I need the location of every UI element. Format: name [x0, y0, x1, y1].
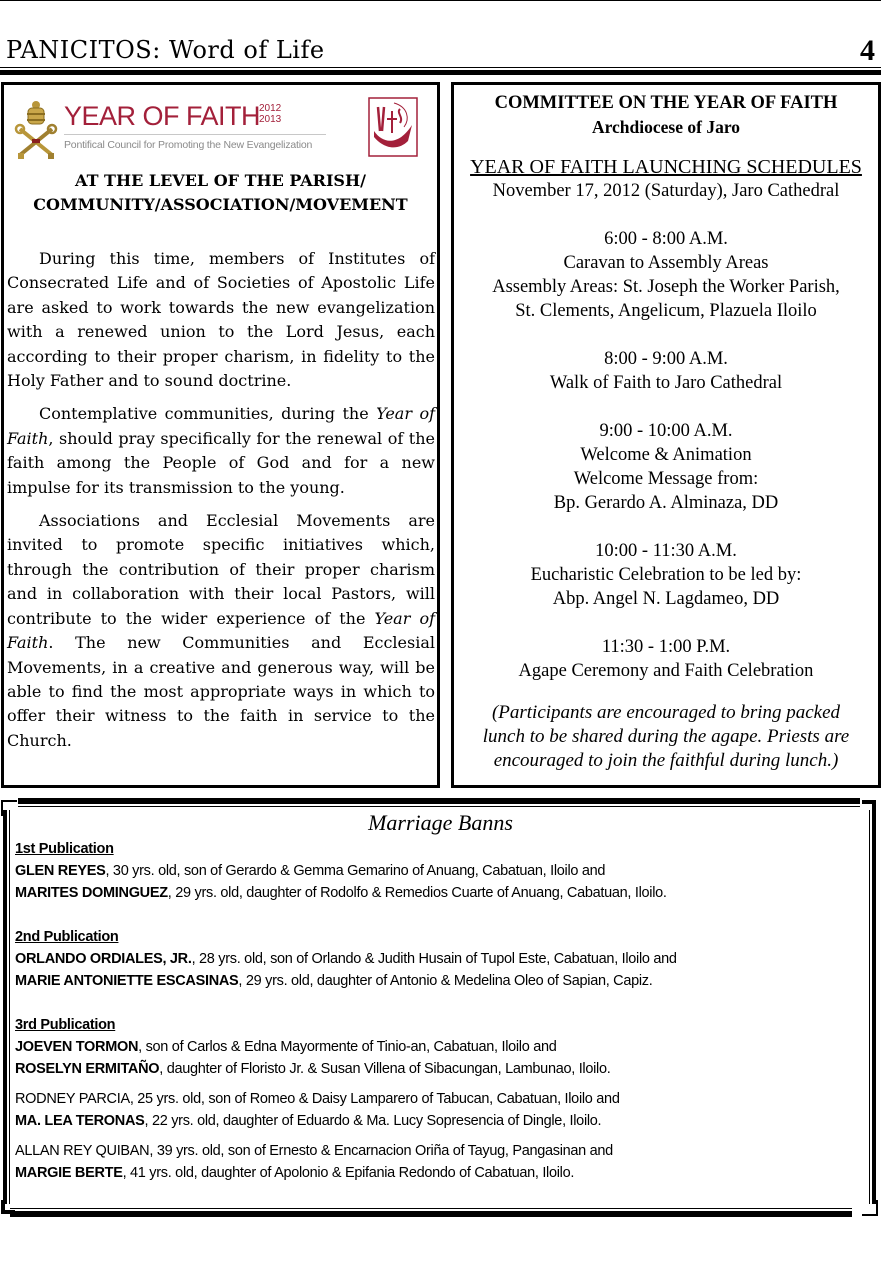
groom-line	[15, 1088, 865, 1110]
publication-group	[15, 926, 865, 992]
publication-group	[15, 1014, 865, 1184]
frame-right-thin	[869, 810, 870, 1204]
top-page-rule	[0, 0, 881, 1]
groom-name: ORLANDO ORDIALES, JR.	[15, 951, 192, 967]
publication-heading: 1st Publication	[15, 841, 114, 857]
bride-details: , daughter of Floristo Jr. & Susan Villena of Sibacungan, Lambunao, Iloilo.	[159, 1061, 611, 1077]
frame-top-thick	[18, 798, 860, 804]
bride-name: ROSELYN ERMITAÑO	[15, 1061, 160, 1077]
participants-note	[454, 701, 878, 773]
committee-title: COMMITTEE ON THE YEAR OF FAITH	[494, 93, 838, 113]
bride-name: MARITES DOMINGUEZ	[15, 885, 168, 901]
schedule-time: 9:00 - 10:00 A.M.	[599, 421, 733, 441]
groom-details: , 39 yrs. old, son of Ernesto & Encarnacion Oriña of Tayug, Pangasinan and	[149, 1143, 613, 1159]
bride-details: , 29 yrs. old, daughter of Rodolfo & Remedios Cuarte of Anuang, Cabatuan, Iloilo.	[167, 885, 667, 901]
archdiocese-subtitle: Archdiocese of Jaro	[591, 117, 741, 137]
frame-top-thin	[18, 806, 860, 807]
bride-name: MARGIE BERTE	[15, 1165, 123, 1181]
frame-corner	[1, 1200, 15, 1214]
bride-line	[15, 882, 865, 904]
paragraph-consecrated-life: During this time, members of Institutes of Consecrated Life and of Societies of Apostolic Life are asked to work towards the new evangelization with a renewed union to the Lord Jesus, each according to their proper charism, in fidelity to the Holy Father and to sound doctrine.	[7, 249, 435, 391]
schedule-time: 8:00 - 9:00 A.M.	[604, 349, 728, 369]
year-of-faith-title: YEAR OF FAITH	[64, 101, 261, 131]
publication-heading: 3rd Publication	[15, 1017, 116, 1033]
paragraph-contemplative	[7, 402, 435, 500]
groom-name: GLEN REYES	[15, 863, 106, 879]
frame-right-thick	[872, 810, 876, 1204]
bride-line	[15, 1110, 865, 1132]
couple-entry	[15, 1088, 865, 1132]
bride-name: MARIE ANTONIETTE ESCASINAS	[15, 973, 239, 989]
groom-details: , son of Carlos & Edna Mayormente of Tinio-an, Cabatuan, Iloilo and	[138, 1039, 557, 1055]
marriage-banns-section	[0, 796, 881, 1220]
schedule-line: Abp. Angel N. Lagdameo, DD	[552, 589, 780, 609]
schedule-time: 10:00 - 11:30 A.M.	[595, 541, 737, 561]
schedule-line: Eucharistic Celebration to be led by:	[530, 565, 802, 585]
groom-details: , 25 yrs. old, son of Romeo & Daisy Lamparero of Tabucan, Cabatuan, Iloilo and	[129, 1091, 620, 1107]
papal-emblem-icon	[14, 99, 58, 161]
schedule-time: 11:30 - 1:00 P.M.	[601, 637, 731, 657]
header-rule-thin	[0, 67, 881, 68]
schedule-time: 6:00 - 8:00 A.M.	[604, 229, 728, 249]
note-line: lunch to be shared during the agape. Priests are	[482, 726, 850, 747]
schedule-line: St. Clements, Angelicum, Plazuela Iloilo	[515, 301, 817, 321]
new-evangelization-logo-icon	[368, 97, 418, 157]
page-number: 4	[860, 34, 875, 67]
page-header	[0, 34, 881, 70]
schedule-block	[454, 539, 878, 611]
schedule-heading: YEAR OF FAITH LAUNCHING SCHEDULES	[470, 156, 862, 178]
schedule-block	[454, 635, 878, 683]
article-heading	[4, 169, 437, 217]
year-of-faith-banner	[12, 93, 432, 163]
frame-corner	[862, 1200, 878, 1216]
groom-name: RODNEY PARCIA	[15, 1091, 130, 1107]
bride-details: , 29 yrs. old, daughter of Antonio & Medelina Oleo of Sapian, Capiz.	[238, 973, 653, 989]
groom-line	[15, 1036, 865, 1058]
groom-details: , 28 yrs. old, son of Orlando & Judith Husain of Tupol Este, Cabatuan, Iloilo and	[191, 951, 677, 967]
publication-heading: 2nd Publication	[15, 929, 119, 945]
year-end: 2013	[259, 114, 282, 125]
couple-entry	[15, 1140, 865, 1184]
schedule-content	[454, 91, 878, 773]
header-rule-thick	[0, 70, 881, 75]
article-body	[7, 247, 435, 762]
groom-line	[15, 1140, 865, 1162]
text: Associations and Ecclesial Movements are invited to promote specific initiatives which, through the contribution of their proper charism and in collaboration with their local Pastors, will contribute to the wider experience of the	[7, 511, 435, 628]
couple-entry	[15, 1036, 865, 1080]
schedule-block	[454, 227, 878, 323]
bride-details: , 22 yrs. old, daughter of Eduardo & Ma. Lucy Sopresencia of Dingle, Iloilo.	[144, 1113, 602, 1129]
publication-group	[15, 838, 865, 904]
schedule-block	[454, 347, 878, 395]
schedule-line: Agape Ceremony and Faith Celebration	[518, 661, 814, 681]
couple-entry	[15, 948, 865, 992]
text: , should pray specifically for the renewal of the faith among the People of God and for a new impulse for its transmission to the young.	[7, 428, 435, 497]
frame-left-thick	[3, 810, 7, 1204]
schedule-block	[454, 419, 878, 515]
event-date: November 17, 2012 (Saturday), Jaro Cathedral	[492, 181, 840, 201]
heading-line-1: AT THE LEVEL OF THE PARISH/	[75, 171, 366, 190]
frame-bottom-thin	[10, 1208, 852, 1209]
year-start: 2012	[259, 103, 282, 114]
banns-body	[15, 838, 865, 1184]
bride-line	[15, 970, 865, 992]
heading-line-2: COMMUNITY/ASSOCIATION/MOVEMENT	[33, 195, 408, 214]
paragraph-associations	[7, 509, 435, 753]
couple-entry	[15, 860, 865, 904]
parish-level-article	[1, 82, 440, 788]
bride-line	[15, 1058, 865, 1080]
text: Contemplative communities, during the	[39, 404, 377, 424]
schedule-line: Welcome & Animation	[580, 445, 752, 465]
groom-name: ALLAN REY QUIBAN	[15, 1143, 150, 1159]
newsletter-title: PANICITOS: Word of Life	[6, 36, 325, 64]
groom-details: , 30 yrs. old, son of Gerardo & Gemma Gemarino of Anuang, Cabatuan, Iloilo and	[105, 863, 606, 879]
emphasis-year-of-faith: Year of Faith	[7, 608, 436, 653]
note-line: (Participants are encouraged to bring packed	[491, 702, 841, 723]
frame-bottom-thick	[10, 1211, 852, 1217]
groom-line	[15, 948, 865, 970]
bride-line	[15, 1162, 865, 1184]
text: . The new Communities and Ecclesial Movements, in a creative and generous way, will be able to find the most appropriate ways in which to offer their witness to the faith in service to the Church.	[7, 633, 435, 750]
pontifical-council-subtitle: Pontifical Council for Promoting the New Evangelization	[64, 139, 313, 151]
schedule-line: Welcome Message from:	[573, 469, 759, 489]
launching-schedule-box	[451, 82, 881, 788]
schedule-line: Caravan to Assembly Areas	[563, 253, 769, 273]
note-line: encouraged to join the faithful during lunch.)	[493, 750, 839, 771]
bride-details: , 41 yrs. old, daughter of Apolonio & Epifania Redondo of Cabatuan, Iloilo.	[122, 1165, 575, 1181]
schedule-line: Walk of Faith to Jaro Cathedral	[549, 373, 783, 393]
banner-divider	[64, 134, 326, 135]
schedule-line: Bp. Gerardo A. Alminaza, DD	[553, 493, 779, 513]
year-of-faith-years	[259, 103, 281, 125]
groom-name: JOEVEN TORMON	[15, 1039, 139, 1055]
banns-title: Marriage Banns	[368, 810, 513, 835]
emphasis-year-of-faith: Year of Faith	[7, 404, 435, 448]
frame-left-thin	[9, 810, 10, 1204]
schedule-line: Assembly Areas: St. Joseph the Worker Parish,	[492, 277, 840, 297]
bride-name: MA. LEA TERONAS	[15, 1113, 145, 1129]
groom-line	[15, 860, 865, 882]
